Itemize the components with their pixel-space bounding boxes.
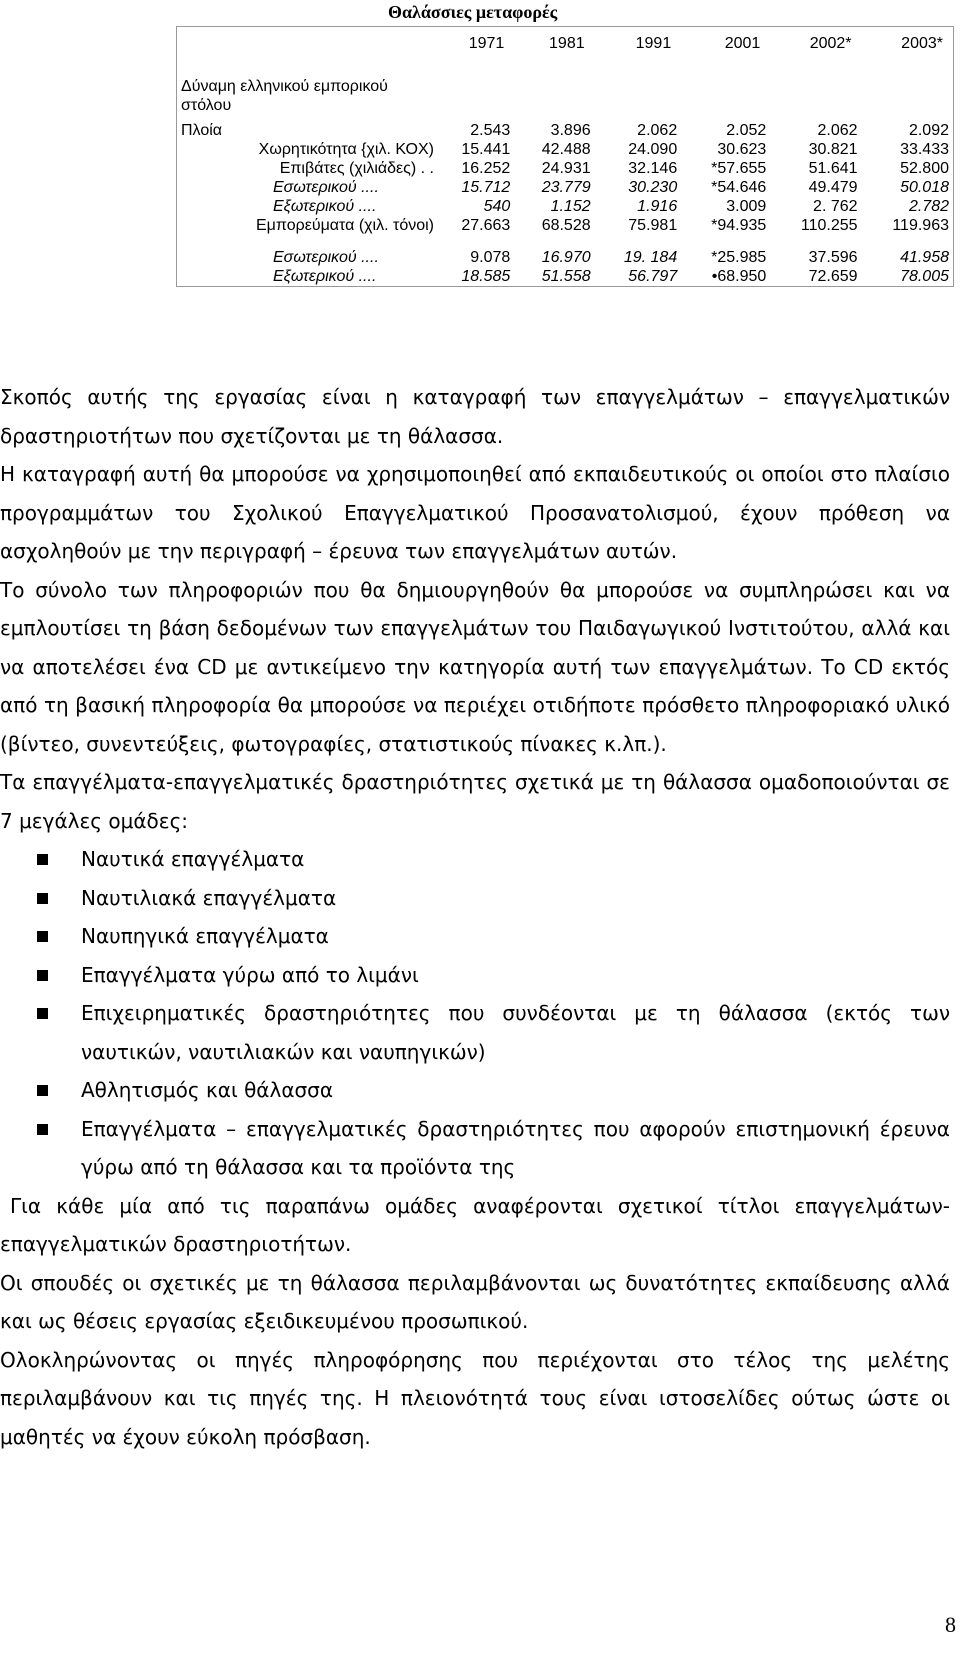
table-cell: 2. 762: [813, 198, 858, 215]
table-cell: 78.005: [862, 267, 954, 287]
square-bullet-icon: [37, 893, 48, 904]
table-caption-text: Θαλάσσιες μεταφορές: [388, 2, 558, 22]
table-header-row: [177, 27, 954, 60]
table-cell: 75.981: [628, 217, 678, 234]
section-title-row: [177, 59, 954, 121]
square-bullet-icon: [37, 1085, 48, 1096]
table-cell: 50.018: [862, 178, 954, 197]
table-cell: 2.092: [862, 121, 954, 140]
list-item: [0, 879, 950, 918]
list-item: [0, 956, 950, 995]
list-item-text: Επαγγέλματα γύρω από το λιμάνι: [81, 962, 419, 987]
table-cell: 52.800: [862, 159, 954, 178]
table-cell: 51.558: [514, 267, 594, 287]
square-bullet-icon: [37, 854, 48, 865]
table-row: [177, 235, 954, 267]
table-cell: 49.479: [808, 179, 858, 196]
table-cell: 42.488: [541, 141, 591, 158]
table-row: [177, 121, 954, 140]
table-cell: 56.797: [595, 267, 682, 287]
paragraph-sources: Ολοκληρώνοντας οι πηγές πληροφόρησης που περιέχονται στο τέλος της μελέτης περιλαμβάνουν και τις πηγές της. Η πλειονότητά τους είναι ιστοσελίδες ούτως ώστε οι μαθητές να έχουν εύκολη πρόσβαση.: [0, 1347, 950, 1449]
table-row: [177, 267, 954, 287]
table-cell: 1.916: [637, 198, 678, 215]
table-cell: *57.655: [711, 160, 767, 177]
table-cell: *25.985: [711, 249, 767, 266]
year-header: 1991: [595, 27, 682, 60]
table-cell: 119.963: [862, 216, 954, 235]
row-label: Επιβάτες (χιλιάδες) . .: [177, 159, 435, 178]
table-cell: 24.931: [541, 160, 591, 177]
table-cell: 72.659: [770, 267, 861, 287]
document-body: [0, 378, 950, 1456]
paragraph-usage: Η καταγραφή αυτή θα μπορούσε να χρησιμοποιηθεί από εκπαιδευτικούς οι οποίοι στο πλαίσιο προγραμμάτων του Σχολικού Επαγγελματικού Προσανατολισμού, έχουν πρόθεση να ασχοληθούν με την περιγραφή – έρευνα των επαγγελμάτων αυτών.: [0, 462, 950, 563]
list-item-text: Αθλητισμός και θάλασσα: [81, 1078, 334, 1102]
table-cell: *54.646: [711, 179, 767, 196]
table-row: [177, 159, 954, 178]
row-label: Χωρητικότητα {χιλ. ΚΟΧ): [177, 140, 435, 159]
table-cell: 15.441: [461, 141, 511, 158]
table-cell: *94.935: [711, 217, 767, 234]
table-cell: 23.779: [541, 179, 591, 196]
table-cell: 15.712: [461, 179, 511, 196]
list-item-text: Ναυτιλιακά επαγγέλματα: [81, 885, 337, 910]
table-cell: 37.596: [808, 249, 858, 266]
page-number: 8: [945, 1612, 956, 1637]
year-header: 2003*: [862, 27, 954, 60]
row-label: Πλοία: [177, 121, 435, 140]
table-row: [177, 197, 954, 216]
row-label: Εξωτερικού ....: [177, 267, 435, 287]
table-row: [177, 216, 954, 235]
row-label: Εσωτερικού ....: [177, 178, 435, 197]
table-cell: •68.950: [681, 267, 770, 287]
table-cell: 30.230: [628, 179, 678, 196]
table-cell: 18.585: [434, 267, 514, 287]
square-bullet-icon: [37, 931, 48, 942]
table-cell: 16.970: [541, 249, 591, 266]
row-label: Εσωτερικού ....: [177, 235, 435, 267]
list-item: [0, 840, 950, 879]
table-cell: 2.062: [817, 122, 858, 139]
list-item: [0, 917, 950, 956]
table-cell: 2.052: [726, 122, 767, 139]
shipping-stats-table: [176, 26, 954, 287]
list-item-text: Επιχειρηματικές δραστηριότητες που συνδέονται με τη θάλασσα (εκτός των ναυτικών, ναυτιλιακών και ναυπηγικών): [81, 1001, 950, 1064]
table-cell: 24.090: [628, 141, 678, 158]
table-cell: 3.009: [726, 198, 767, 215]
table-cell: 3.896: [550, 122, 591, 139]
square-bullet-icon: [37, 1008, 48, 1019]
groups-list: [0, 840, 950, 1187]
table-cell: 2.782: [862, 197, 954, 216]
paragraph-studies: Οι σπουδές οι σχετικές με τη θάλασσα περιλαμβάνονται ως δυνατότητες εκπαίδευσης αλλά και ως θέσεις εργασίας εξειδικευμένου προσωπικού.: [0, 1270, 950, 1333]
year-header: 1971: [434, 27, 514, 60]
row-label: Εμπορεύματα (χιλ. τόνοι): [177, 216, 435, 235]
table-cell: 110.255: [800, 217, 858, 234]
list-item: [0, 994, 950, 1071]
list-item: [0, 1071, 950, 1110]
table-row: [177, 178, 954, 197]
list-item: [0, 1110, 950, 1187]
table-row: [177, 140, 954, 159]
table-cell: 9.078: [470, 249, 511, 266]
square-bullet-icon: [37, 1124, 48, 1135]
table-cell: 2.543: [470, 122, 511, 139]
table-cell: 33.433: [862, 140, 954, 159]
table-cell: 540: [483, 198, 511, 215]
table-body: [177, 121, 954, 287]
year-header: 2001: [681, 27, 770, 60]
table-cell: 68.528: [541, 217, 591, 234]
paragraph-titles: Για κάθε μία από τις παραπάνω ομάδες αναφέρονται σχετικοί τίτλοι επαγγελμάτων-επαγγελματικών δραστηριοτήτων.: [0, 1193, 950, 1256]
paragraph-groups-intro: Τα επαγγέλματα-επαγγελματικές δραστηριότητες σχετικά με τη θάλασσα ομαδοποιούνται σε 7 μεγάλες ομάδες:: [0, 770, 950, 833]
square-bullet-icon: [37, 970, 48, 981]
list-item-text: Ναυτικά επαγγέλματα: [81, 847, 305, 871]
table-cell: 30.821: [808, 141, 858, 158]
table-cell: 16.252: [461, 160, 511, 177]
paragraph-purpose: Σκοπός αυτής της εργασίας είναι η καταγραφή των επαγγελμάτων – επαγγελματικών δραστηριοτήτων που σχετίζονται με τη θάλασσα.: [0, 385, 950, 448]
table-cell: 30.623: [717, 141, 767, 158]
year-header: 1981: [514, 27, 594, 60]
header-empty-cell: [177, 27, 435, 60]
table-cell: 1.152: [550, 198, 591, 215]
row-label: Εξωτερικού ....: [177, 197, 435, 216]
list-item-text: Επαγγέλματα – επαγγελματικές δραστηριότητες που αφορούν επιστημονική έρευνα γύρω από τη θάλασσα και τα προϊόντα της: [81, 1116, 950, 1179]
section-title: Δύναμη ελληνικού εμπορικού στόλου: [177, 59, 435, 121]
table-cell: 2.062: [637, 122, 678, 139]
table-cell: 32.146: [628, 160, 678, 177]
paragraph-content: Το σύνολο των πληροφοριών που θα δημιουργηθούν θα μπορούσε να συμπληρώσει και να εμπλουτίσει τη βάση δεδομένων των επαγγελμάτων του Παιδαγωγικού Ινστιτούτου, αλλά και να αποτελέσει ένα CD με αντικείμενο την κατηγορία αυτή των επαγγελμάτων. Το CD εκτός από τη βασική πληροφορία θα μπορούσε να περιέχει οτιδήποτε πρόσθετο πληροφοριακό υλικό (βίντεο, συνεντεύξεις, φωτογραφίες, στατιστικούς πίνακες κ.λπ.).: [0, 577, 950, 756]
table-cell: 19. 184: [623, 249, 678, 266]
list-item-text: Ναυπηγικά επαγγέλματα: [81, 924, 329, 948]
year-header: 2002*: [770, 27, 861, 60]
table-cell: 51.641: [808, 160, 858, 177]
table-cell: 41.958: [862, 235, 954, 267]
table-cell: 27.663: [461, 217, 511, 234]
